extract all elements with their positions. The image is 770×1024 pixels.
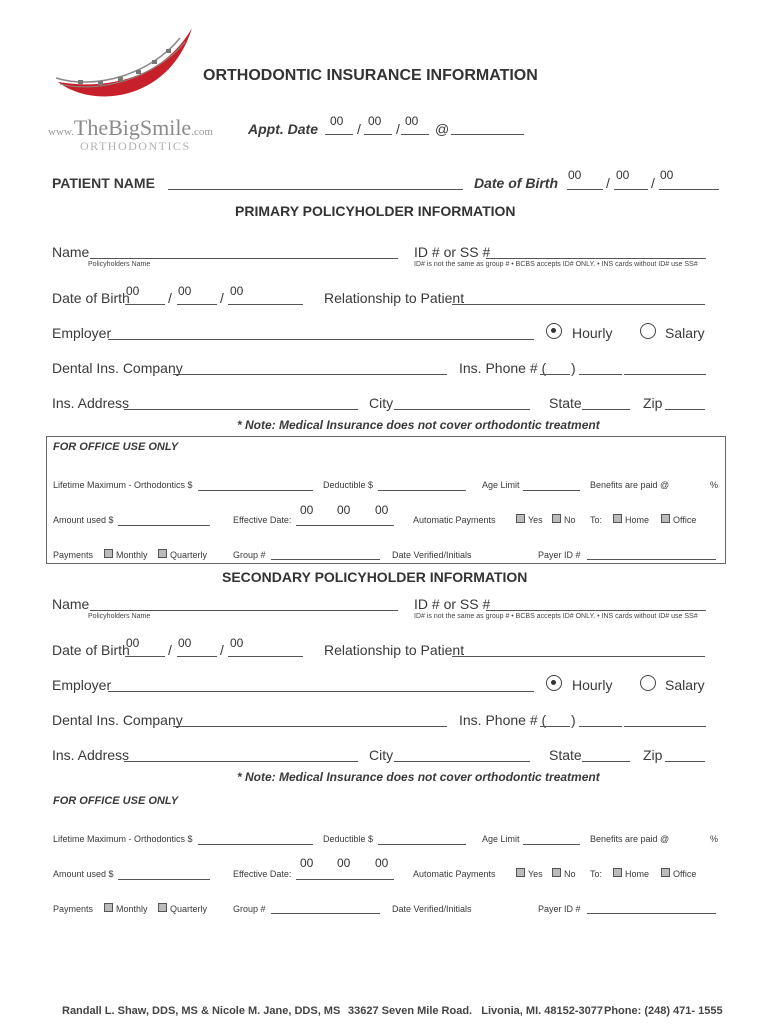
footer-address: 33627 Seven Mile Road. Livonia, MI. 48152-3077 — [348, 1005, 603, 1017]
secondary-phone-close: ) — [571, 712, 576, 728]
office1-eff-month-value: 00 — [300, 503, 314, 517]
office1-to-label: To: — [590, 515, 603, 525]
office2-payer-label: Payer ID # — [538, 904, 581, 914]
office2-auto-pay-label: Automatic Payments — [413, 869, 496, 879]
secondary-employer-field[interactable] — [108, 691, 534, 692]
office1-percent: % — [710, 480, 719, 490]
secondary-address-field[interactable] — [124, 761, 358, 762]
primary-dob-year-value: 00 — [230, 284, 244, 298]
secondary-dob-label: Date of Birth — [52, 642, 130, 658]
patient-dob-day-value: 00 — [616, 168, 630, 182]
secondary-dob-day-value: 00 — [178, 636, 192, 650]
appt-year-field[interactable] — [401, 134, 429, 135]
primary-dob-month-value: 00 — [126, 284, 140, 298]
appt-date-label: Appt. Date — [248, 121, 318, 137]
secondary-zip-label: Zip — [643, 747, 663, 763]
office2-no-checkbox[interactable] — [552, 868, 561, 877]
secondary-dob-day-field[interactable] — [177, 656, 217, 657]
office1-yes-label: Yes — [528, 515, 543, 525]
primary-employer-field[interactable] — [108, 339, 534, 340]
page-title: ORTHODONTIC INSURANCE INFORMATION — [203, 67, 538, 84]
footer-phone: Phone: (248) 471- 1555 — [604, 1005, 723, 1017]
primary-hourly-radio[interactable] — [546, 323, 562, 339]
office1-heading: FOR OFFICE USE ONLY — [53, 441, 179, 453]
secondary-salary-label: Salary — [665, 677, 705, 693]
office2-effective-field[interactable] — [296, 879, 394, 880]
primary-zip-label: Zip — [643, 395, 663, 411]
patient-dob-month-field[interactable] — [567, 189, 603, 190]
secondary-phone-area-field[interactable] — [540, 726, 570, 727]
appt-day-field[interactable] — [364, 134, 392, 135]
primary-employer-label: Employer — [52, 325, 112, 341]
primary-dob-year-field[interactable] — [228, 304, 303, 305]
logo-com: .com — [191, 126, 213, 138]
secondary-employer-label: Employer — [52, 677, 112, 693]
primary-city-label: City — [369, 395, 394, 411]
secondary-address-label: Ins. Address — [52, 747, 130, 763]
secondary-id-field[interactable] — [486, 610, 706, 611]
logo-www: www. — [48, 126, 74, 138]
primary-state-label: State — [549, 395, 582, 411]
secondary-dental-label: Dental Ins. Company — [52, 712, 183, 728]
office1-quarterly-checkbox[interactable] — [158, 549, 167, 558]
primary-salary-label: Salary — [665, 325, 705, 341]
appt-sep-1: / — [357, 121, 361, 137]
secondary-phone-number-field[interactable] — [624, 726, 706, 727]
office2-eff-year-value: 00 — [375, 856, 389, 870]
secondary-dob-sep-1: / — [168, 642, 172, 658]
patient-dob-label: Date of Birth — [474, 175, 558, 191]
secondary-relationship-field[interactable] — [452, 656, 705, 657]
office2-deductible-field[interactable] — [378, 844, 466, 845]
primary-address-field[interactable] — [124, 409, 358, 410]
office2-benefits-label: Benefits are paid @ — [590, 834, 670, 844]
footer-doctors: Randall L. Shaw, DDS, MS & Nicole M. Jane, DDS, MS — [62, 1005, 341, 1017]
office2-quarterly-checkbox[interactable] — [158, 903, 167, 912]
patient-dob-month-value: 00 — [568, 168, 582, 182]
secondary-dob-sep-2: / — [220, 642, 224, 658]
primary-dob-day-field[interactable] — [177, 304, 217, 305]
office2-quarterly-label: Quarterly — [170, 904, 208, 914]
office2-monthly-label: Monthly — [116, 904, 148, 914]
primary-zip-field[interactable] — [665, 409, 705, 410]
secondary-state-label: State — [549, 747, 582, 763]
office1-eff-day-value: 00 — [337, 503, 351, 517]
office1-deductible-label: Deductible $ — [323, 480, 374, 490]
office1-auto-pay-label: Automatic Payments — [413, 515, 496, 525]
office1-age-limit-field[interactable] — [523, 490, 580, 491]
office1-office-label: Office — [673, 515, 697, 525]
secondary-name-field[interactable] — [90, 610, 398, 611]
office1-no-label: No — [564, 515, 576, 525]
office1-home-checkbox[interactable] — [613, 514, 622, 523]
logo-subtitle: ORTHODONTICS — [80, 139, 191, 153]
office2-group-label: Group # — [233, 904, 266, 914]
secondary-dental-field[interactable] — [173, 726, 447, 727]
secondary-salary-radio[interactable] — [640, 675, 656, 691]
primary-phone-label: Ins. Phone # ( — [459, 360, 547, 376]
patient-name-field[interactable] — [168, 189, 463, 190]
office2-eff-month-value: 00 — [300, 856, 314, 870]
office1-group-field[interactable] — [271, 559, 380, 560]
secondary-dob-month-field[interactable] — [125, 656, 165, 657]
office2-age-limit-label: Age Limit — [482, 834, 520, 844]
patient-dob-day-field[interactable] — [614, 189, 648, 190]
primary-phone-area-field[interactable] — [540, 374, 570, 375]
primary-relationship-label: Relationship to Patient — [324, 290, 465, 306]
secondary-dob-month-value: 00 — [126, 636, 140, 650]
office1-deductible-field[interactable] — [378, 490, 466, 491]
primary-dob-label: Date of Birth — [52, 290, 130, 306]
secondary-id-label: ID # or SS # — [414, 596, 491, 612]
secondary-phone-prefix-field[interactable] — [579, 726, 622, 727]
secondary-dob-year-field[interactable] — [228, 656, 303, 657]
appt-sep-2: / — [396, 121, 400, 137]
office2-home-checkbox[interactable] — [613, 868, 622, 877]
office2-deductible-label: Deductible $ — [323, 834, 374, 844]
office1-lifetime-label: Lifetime Maximum - Orthodontics $ — [53, 480, 193, 490]
office1-no-checkbox[interactable] — [552, 514, 561, 523]
office2-amount-used-field[interactable] — [118, 879, 210, 880]
office1-monthly-checkbox[interactable] — [104, 549, 113, 558]
logo-name: TheBigSmile — [73, 115, 192, 140]
patient-dob-year-field[interactable] — [659, 189, 719, 190]
appt-month-field[interactable] — [325, 134, 353, 135]
office1-yes-checkbox[interactable] — [516, 514, 525, 523]
secondary-city-field[interactable] — [394, 761, 530, 762]
primary-dob-day-value: 00 — [178, 284, 192, 298]
primary-note: * Note: Medical Insurance does not cover orthodontic treatment — [237, 418, 600, 432]
office1-amount-used-label: Amount used $ — [53, 515, 114, 525]
office2-office-checkbox[interactable] — [661, 868, 670, 877]
office1-effective-label: Effective Date: — [233, 515, 292, 525]
appt-at-symbol: @ — [435, 121, 450, 137]
patient-dob-sep-2: / — [651, 175, 655, 191]
office1-lifetime-field[interactable] — [198, 490, 313, 491]
office1-home-label: Home — [625, 515, 650, 525]
office2-verified-label: Date Verified/Initials — [392, 904, 472, 914]
primary-name-sublabel: Policyholders Name — [88, 261, 151, 268]
primary-address-label: Ins. Address — [52, 395, 130, 411]
primary-phone-number-field[interactable] — [624, 374, 706, 375]
office2-lifetime-label: Lifetime Maximum - Orthodontics $ — [53, 834, 193, 844]
patient-dob-year-value: 00 — [660, 168, 674, 182]
office1-eff-year-value: 00 — [375, 503, 389, 517]
office2-effective-label: Effective Date: — [233, 869, 292, 879]
office2-payments-label: Payments — [53, 904, 94, 914]
office1-quarterly-label: Quarterly — [170, 550, 208, 560]
primary-state-field[interactable] — [582, 409, 630, 410]
office2-amount-used-label: Amount used $ — [53, 869, 114, 879]
office2-yes-checkbox[interactable] — [516, 868, 525, 877]
secondary-city-label: City — [369, 747, 394, 763]
primary-id-label: ID # or SS # — [414, 244, 491, 260]
secondary-relationship-label: Relationship to Patient — [324, 642, 465, 658]
primary-dental-field[interactable] — [173, 374, 447, 375]
office2-home-label: Home — [625, 869, 650, 879]
appt-year-value: 00 — [405, 114, 419, 128]
office1-amount-used-field[interactable] — [118, 525, 210, 526]
office2-no-label: No — [564, 869, 576, 879]
office2-percent: % — [710, 834, 719, 844]
primary-name-field[interactable] — [90, 258, 398, 259]
secondary-dob-year-value: 00 — [230, 636, 244, 650]
secondary-zip-field[interactable] — [665, 761, 705, 762]
office1-payer-label: Payer ID # — [538, 550, 581, 560]
primary-heading: PRIMARY POLICYHOLDER INFORMATION — [235, 203, 516, 219]
appt-time-field[interactable] — [451, 134, 524, 135]
primary-hourly-label: Hourly — [572, 325, 613, 341]
primary-city-field[interactable] — [394, 409, 530, 410]
primary-id-note: ID# is not the same as group # • BCBS accepts ID# ONLY. • INS cards without ID# use SS# — [414, 261, 698, 268]
office1-benefits-label: Benefits are paid @ — [590, 480, 670, 490]
office2-payer-field[interactable] — [587, 913, 716, 914]
office2-heading: FOR OFFICE USE ONLY — [53, 795, 179, 807]
appt-month-value: 00 — [330, 114, 344, 128]
primary-name-label: Name — [52, 244, 90, 260]
secondary-hourly-radio[interactable] — [546, 675, 562, 691]
office2-lifetime-field[interactable] — [198, 844, 313, 845]
office1-payer-field[interactable] — [587, 559, 716, 560]
smile-logo-graphic — [50, 20, 200, 102]
office1-group-label: Group # — [233, 550, 266, 560]
primary-salary-radio[interactable] — [640, 323, 656, 339]
primary-phone-close: ) — [571, 360, 576, 376]
office1-monthly-label: Monthly — [116, 550, 148, 560]
secondary-phone-label: Ins. Phone # ( — [459, 712, 547, 728]
office1-effective-field[interactable] — [296, 525, 394, 526]
office2-age-limit-field[interactable] — [523, 844, 580, 845]
office2-yes-label: Yes — [528, 869, 543, 879]
secondary-note: * Note: Medical Insurance does not cover orthodontic treatment — [237, 770, 600, 784]
office2-group-field[interactable] — [271, 913, 380, 914]
appt-day-value: 00 — [368, 114, 382, 128]
office1-age-limit-label: Age Limit — [482, 480, 520, 490]
office2-eff-day-value: 00 — [337, 856, 351, 870]
office1-verified-label: Date Verified/Initials — [392, 550, 472, 560]
primary-dental-label: Dental Ins. Company — [52, 360, 183, 376]
office-use-box-1 — [46, 436, 726, 564]
primary-phone-prefix-field[interactable] — [579, 374, 622, 375]
secondary-id-note: ID# is not the same as group # • BCBS accepts ID# ONLY. • INS cards without ID# use SS# — [414, 613, 698, 620]
primary-relationship-field[interactable] — [452, 304, 705, 305]
primary-dob-sep-1: / — [168, 290, 172, 306]
logo-wordmark — [48, 115, 213, 141]
primary-id-field[interactable] — [486, 258, 706, 259]
primary-dob-month-field[interactable] — [125, 304, 165, 305]
office1-payments-label: Payments — [53, 550, 94, 560]
office2-to-label: To: — [590, 869, 603, 879]
secondary-heading: SECONDARY POLICYHOLDER INFORMATION — [222, 569, 528, 585]
patient-name-label: PATIENT NAME — [52, 175, 155, 191]
primary-dob-sep-2: / — [220, 290, 224, 306]
office2-office-label: Office — [673, 869, 697, 879]
office2-monthly-checkbox[interactable] — [104, 903, 113, 912]
secondary-state-field[interactable] — [582, 761, 630, 762]
secondary-hourly-label: Hourly — [572, 677, 613, 693]
secondary-name-sublabel: Policyholders Name — [88, 613, 151, 620]
patient-dob-sep-1: / — [606, 175, 610, 191]
secondary-name-label: Name — [52, 596, 90, 612]
office1-office-checkbox[interactable] — [661, 514, 670, 523]
